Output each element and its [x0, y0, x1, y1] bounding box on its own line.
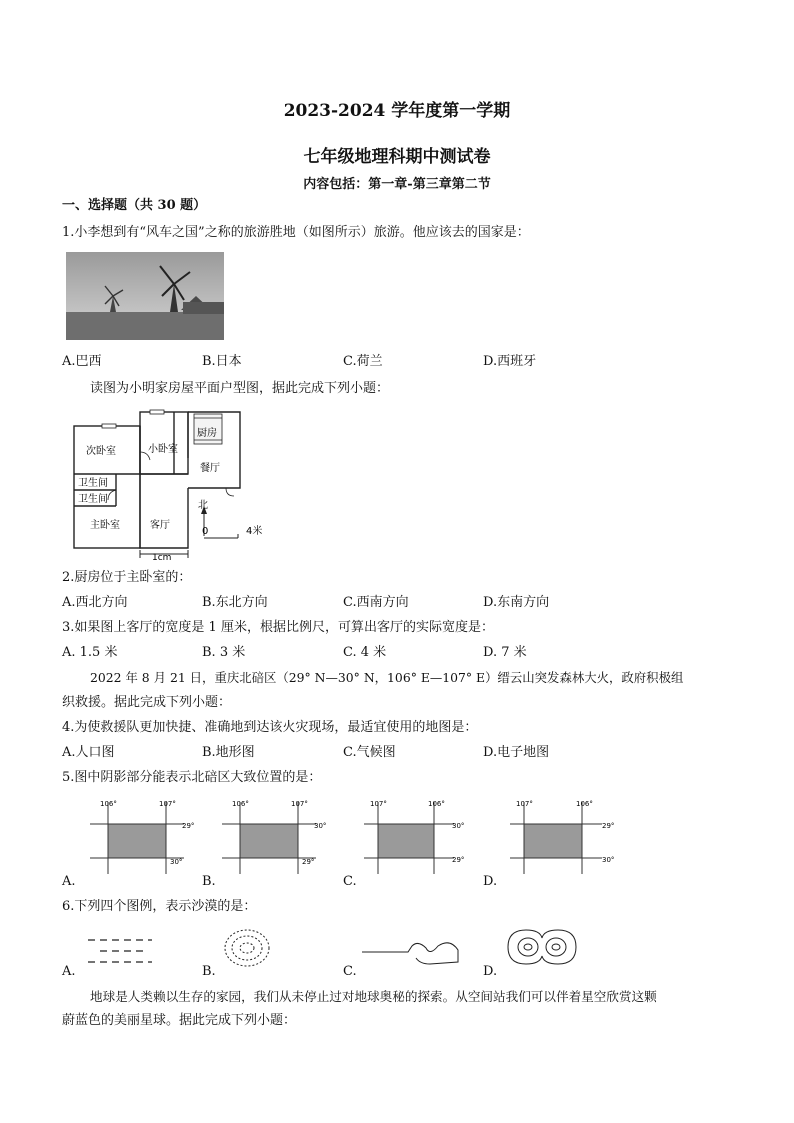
svg-text:29°: 29° — [182, 822, 195, 830]
fire-intro-line1: 2022 年 8 月 21 日，重庆北碚区（29° N—30° N，106° E—107° E）缙云山突发森林大火，政府积极组 — [90, 670, 684, 685]
q4-option-c: C.气候图 — [343, 745, 396, 760]
scale-end: 4米 — [246, 526, 263, 537]
q5-option-a: A. — [62, 874, 76, 889]
question-3-stem: 3.如果图上客厅的宽度是 1 厘米，根据比例尺，可算出客厅的实际宽度是： — [62, 620, 494, 635]
q3-option-d: D. 7 米 — [483, 645, 527, 660]
lat-lon-grid-a — [86, 798, 196, 882]
svg-text:106°: 106° — [100, 800, 117, 808]
fire-intro-line2: 织救援。据此完成下列小题： — [62, 695, 232, 710]
q6-option-d: D. — [483, 964, 498, 979]
room-kitchen: 厨房 — [197, 428, 217, 439]
q3-option-a: A. 1.5 米 — [62, 645, 118, 660]
room-dining: 餐厅 — [200, 463, 220, 474]
scale-zero: 0 — [202, 526, 209, 537]
svg-text:29°: 29° — [302, 858, 315, 866]
floor-plan-diagram — [66, 408, 280, 564]
q5-option-d: D. — [483, 874, 498, 889]
lat-lon-grid-d — [506, 798, 616, 882]
svg-text:107°: 107° — [370, 800, 387, 808]
question-6-stem: 6.下列四个图例，表示沙漠的是： — [62, 899, 257, 914]
legend-coastline-icon — [358, 934, 468, 972]
q1-option-d: D.西班牙 — [483, 354, 537, 369]
room-small-bedroom: 小卧室 — [148, 444, 178, 455]
legend-dashed-lines-icon — [80, 932, 160, 972]
svg-text:107°: 107° — [159, 800, 176, 808]
legend-dotted-contours-icon — [222, 926, 272, 974]
floorplan-intro: 读图为小明家房屋平面户型图，据此完成下列小题： — [90, 381, 390, 396]
q4-option-a: A.人口图 — [62, 745, 115, 760]
svg-text:107°: 107° — [291, 800, 308, 808]
q5-option-c: C. — [343, 874, 357, 889]
exam-title: 七年级地理科期中测试卷 — [303, 147, 491, 167]
exam-year: 2023-2024 学年度第一学期 — [283, 101, 511, 121]
windmill-photo — [66, 252, 224, 340]
measure-label: 1cm — [152, 553, 172, 563]
svg-text:106°: 106° — [576, 800, 593, 808]
svg-text:29°: 29° — [452, 856, 465, 864]
question-2-stem: 2.厨房位于主卧室的： — [62, 570, 192, 585]
svg-text:107°: 107° — [516, 800, 533, 808]
q3-option-b: B. 3 米 — [202, 645, 246, 660]
earth-intro-line2: 蔚蓝色的美丽星球。据此完成下列小题： — [62, 1013, 297, 1028]
q3-option-c: C. 4 米 — [343, 645, 387, 660]
room-living-room: 客厅 — [150, 520, 170, 531]
q1-option-a: A.巴西 — [62, 354, 102, 369]
lat-lon-grid-c — [360, 798, 470, 882]
question-5-stem: 5.图中阴影部分能表示北碚区大致位置的是： — [62, 770, 322, 785]
q6-option-c: C. — [343, 964, 357, 979]
q6-option-a: A. — [62, 964, 76, 979]
room-bathroom-1: 卫生间 — [78, 478, 108, 489]
svg-text:30°: 30° — [170, 858, 183, 866]
q4-option-b: B.地形图 — [202, 745, 255, 760]
q2-option-b: B.东北方向 — [202, 595, 268, 610]
svg-text:106°: 106° — [428, 800, 445, 808]
q2-option-a: A.西北方向 — [62, 595, 128, 610]
q2-option-d: D.东南方向 — [483, 595, 550, 610]
question-4-stem: 4.为使救援队更加快捷、准确地到达该火灾现场，最适宜使用的地图是： — [62, 720, 478, 735]
q2-option-c: C.西南方向 — [343, 595, 409, 610]
legend-double-peak-contour-icon — [500, 926, 584, 972]
question-1-stem: 1.小李想到有“风车之国”之称的旅游胜地（如图所示）旅游。他应该去的国家是： — [62, 225, 530, 240]
q1-option-c: C.荷兰 — [343, 354, 383, 369]
earth-intro-line1: 地球是人类赖以生存的家园，我们从未停止过对地球奥秘的探索。从空间站我们可以伴着星空欣赏这颗 — [90, 989, 657, 1004]
q6-option-b: B. — [202, 964, 216, 979]
svg-text:30°: 30° — [314, 822, 327, 830]
q5-option-b: B. — [202, 874, 216, 889]
room-master-bedroom: 主卧室 — [90, 520, 120, 531]
lat-lon-grid-b — [218, 798, 328, 882]
q1-option-b: B.日本 — [202, 354, 242, 369]
svg-text:30°: 30° — [602, 856, 615, 864]
north-arrow-label: 北 — [198, 500, 208, 511]
room-bathroom-2: 卫生间 — [78, 494, 108, 505]
exam-scope: 内容包括：第一章-第三章第二节 — [303, 177, 491, 192]
room-second-bedroom: 次卧室 — [86, 446, 116, 457]
section-heading: 一、选择题（共 30 题） — [62, 198, 207, 213]
svg-text:29°: 29° — [602, 822, 615, 830]
svg-text:30°: 30° — [452, 822, 465, 830]
q4-option-d: D.电子地图 — [483, 745, 550, 760]
svg-text:106°: 106° — [232, 800, 249, 808]
